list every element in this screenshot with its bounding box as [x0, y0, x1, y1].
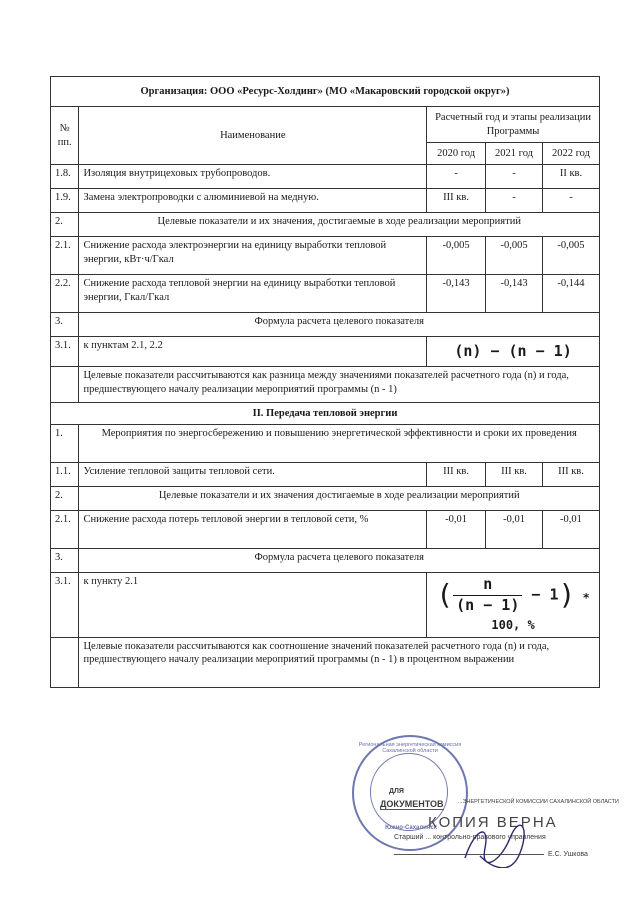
table-row	[51, 511, 600, 549]
seal-city: Южно-Сахалинск	[385, 825, 437, 831]
value-2021: -0,01	[486, 511, 543, 549]
table-row	[51, 367, 600, 403]
section-title: Мероприятия по энергосбережению и повышению энергетической эффективности и сроки их проведения	[79, 425, 600, 463]
row-name: Снижение расхода потерь тепловой энергии в тепловой сети, %	[79, 511, 427, 549]
section-title: Целевые показатели и их значения, достигаемые в ходе реализации мероприятий	[79, 213, 600, 237]
value-2021: III кв.	[486, 463, 543, 487]
table-row	[51, 549, 600, 573]
stamp-documents: ДОКУМЕНТОВ	[380, 799, 444, 809]
value-2021: -0,143	[486, 275, 543, 313]
value-2022: -0,144	[542, 275, 599, 313]
row-num: 1.8.	[51, 165, 79, 189]
formula-explanation: Целевые показатели рассчитываются как разница между значениями показателей расчетного года (n) и года, предшествующего началу реализации мероприятий программы (n - 1)	[79, 367, 600, 403]
row-name: Снижение расхода тепловой энергии на единицу выработки тепловой энергии, Гкал/Гкал	[79, 275, 427, 313]
col-num-header: № пп.	[51, 107, 79, 165]
row-num: 2.2.	[51, 275, 79, 313]
section-heading: II. Передача тепловой энергии	[51, 403, 600, 425]
value-2022: -	[542, 189, 599, 213]
col-name-header: Наименование	[79, 107, 427, 165]
row-name: Изоляция внутрицеховых трубопроводов.	[79, 165, 427, 189]
row-num: 1.	[51, 425, 79, 463]
value-2022: II кв.	[542, 165, 599, 189]
table-row	[51, 337, 600, 367]
table-row	[51, 463, 600, 487]
year-2021-header: 2021 год	[486, 143, 543, 165]
row-num: 3.	[51, 313, 79, 337]
row-num: 2.1.	[51, 511, 79, 549]
formula-percent: ∗ 100, %	[491, 588, 590, 632]
row-name: к пункту 2.1	[79, 573, 427, 638]
formula-minus-one: − 1	[531, 585, 559, 604]
fraction	[453, 575, 522, 615]
row-name: Снижение расхода электроэнергии на единицу выработки тепловой энергии, кВт·ч/Гкал	[79, 237, 427, 275]
value-2020: -0,143	[427, 275, 486, 313]
section-title: Целевые показатели и их значения достигаемые в ходе реализации мероприятий	[79, 487, 600, 511]
formula-explanation: Целевые показатели рассчитываются как соотношение значений показателей расчетного года (n) и года, предшествующего началу реализации мероприятий программы (n - 1) в процентном выражении	[79, 637, 600, 687]
stamp-commission: ...ЭНЕРГЕТИЧЕСКОЙ КОМИССИИ САХАЛИНСКОЙ ОБЛАСТИ	[458, 799, 619, 805]
row-num: 2.	[51, 487, 79, 511]
table-row	[51, 487, 600, 511]
value-2021: -	[486, 189, 543, 213]
value-2021: -	[486, 165, 543, 189]
col-period-header: Расчетный год и этапы реализации Программы	[427, 107, 600, 143]
value-2022: -0,01	[542, 511, 599, 549]
row-name: Усиление тепловой защиты тепловой сети.	[79, 463, 427, 487]
row-num: 2.1.	[51, 237, 79, 275]
stamp-position: Старший ... контрольно-правового управления	[394, 834, 546, 841]
row-num: 1.9.	[51, 189, 79, 213]
table-row	[51, 313, 600, 337]
fraction-denominator: (n − 1)	[456, 595, 520, 614]
table-row	[51, 425, 600, 463]
value-2020: -0,005	[427, 237, 486, 275]
table-row	[51, 165, 600, 189]
table-row	[51, 403, 600, 425]
row-num: 3.1.	[51, 573, 79, 638]
row-num: 3.1.	[51, 337, 79, 367]
section-title: Формула расчета целевого показателя	[79, 313, 600, 337]
table-row	[51, 237, 600, 275]
formula-difference: (n) − (n − 1)	[427, 337, 600, 367]
program-table	[50, 76, 600, 688]
row-num: 1.1.	[51, 463, 79, 487]
stamp-copy-true: КОПИЯ ВЕРНА	[428, 814, 558, 831]
fraction-numerator: n	[453, 575, 522, 596]
signature-icon	[460, 818, 540, 868]
table-row	[51, 213, 600, 237]
certification-block	[380, 788, 619, 872]
table-row	[51, 637, 600, 687]
table-row	[51, 275, 600, 313]
section-title: Формула расчета целевого показателя	[79, 549, 600, 573]
value-2020: III кв.	[427, 463, 486, 487]
organization-title: Организация: ООО «Ресурс-Холдинг» (МО «Макаровский городской округ»)	[51, 77, 600, 107]
table-row	[51, 573, 600, 638]
value-2022: III кв.	[542, 463, 599, 487]
value-2020: -	[427, 165, 486, 189]
seal-ring-text: Региональная энергетическая комиссия Сахалинской области	[358, 742, 462, 754]
year-2022-header: 2022 год	[542, 143, 599, 165]
value-2020: III кв.	[427, 189, 486, 213]
value-2022: -0,005	[542, 237, 599, 275]
value-2021: -0,005	[486, 237, 543, 275]
row-name: Замена электропроводки с алюминиевой на медную.	[79, 189, 427, 213]
formula-ratio: ( $\frac{n}{(n - 1)}$ − 1) ∗ 100, %	[427, 573, 600, 638]
year-2020-header: 2020 год	[427, 143, 486, 165]
row-num: 2.	[51, 213, 79, 237]
row-name: к пунктам 2.1, 2.2	[79, 337, 427, 367]
row-num: 3.	[51, 549, 79, 573]
table-row	[51, 189, 600, 213]
value-2020: -0,01	[427, 511, 486, 549]
stamp-dlya: ДЛЯ	[389, 788, 404, 795]
stamp-signer: Е.С. Ушкова	[548, 851, 588, 858]
